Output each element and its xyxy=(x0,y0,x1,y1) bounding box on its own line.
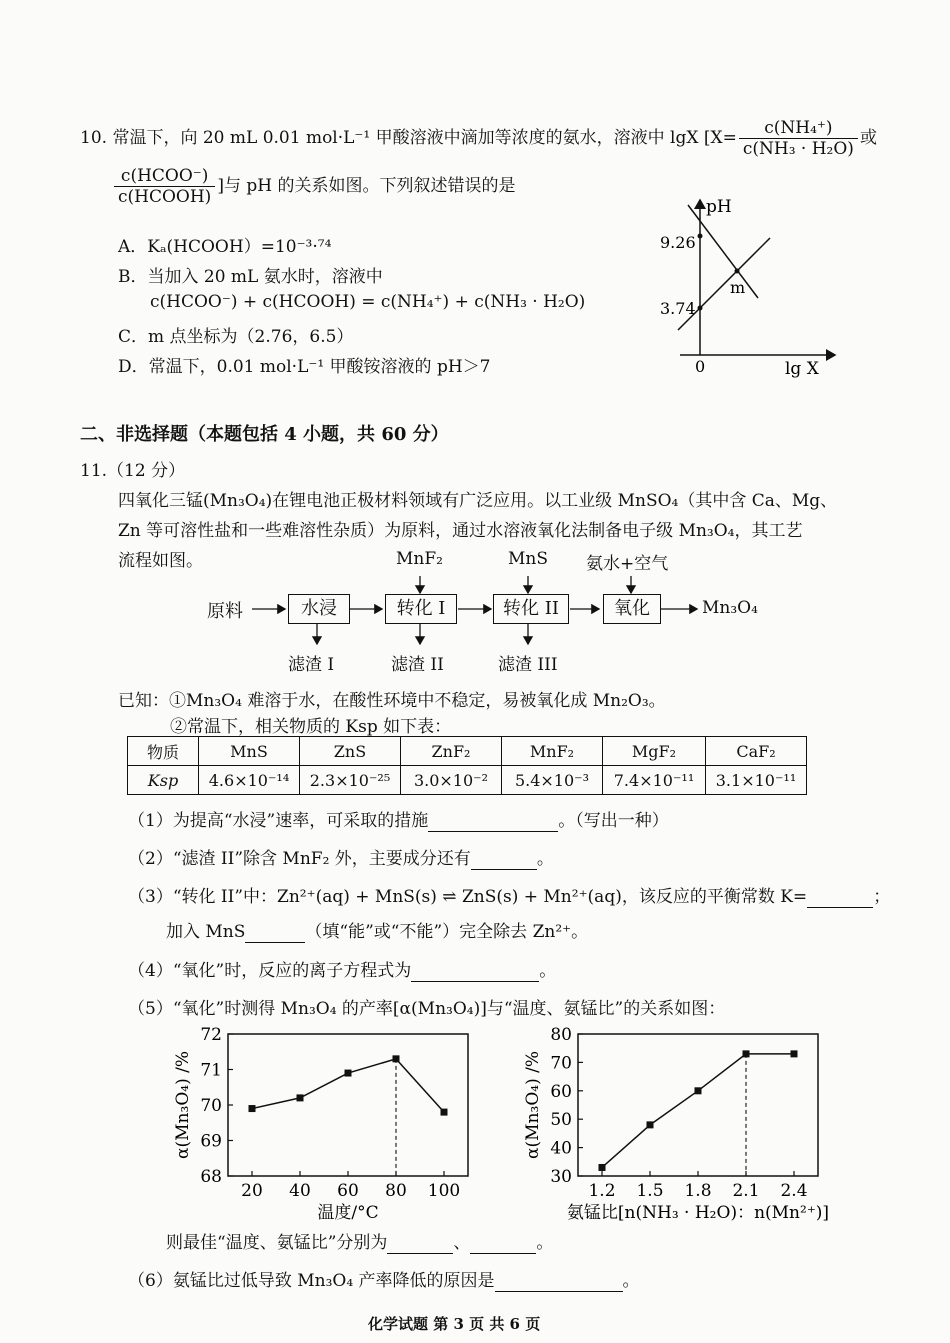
ksp-table xyxy=(127,736,807,795)
x-tick-label: 40 xyxy=(289,1181,311,1201)
series-line xyxy=(252,1059,444,1112)
y-tick-label: 50 xyxy=(550,1110,572,1131)
data-point xyxy=(791,1050,798,1057)
point-374 xyxy=(698,306,703,311)
frac-numerator: c(HCOO⁻) xyxy=(114,166,215,187)
q10-option-a: A．Kₐ(HCOOH）=10⁻³·⁷⁴ xyxy=(118,237,332,257)
y-tick-label: 71 xyxy=(200,1060,222,1081)
x-tick-label: 1.2 xyxy=(588,1181,616,1201)
x-axis-label: lg X xyxy=(785,359,819,379)
x-tick-label: 80 xyxy=(385,1181,407,1201)
answer-blank[interactable] xyxy=(245,922,305,943)
point-m xyxy=(735,269,740,274)
y-tick-label: 70 xyxy=(200,1096,222,1116)
table-cell: 3.0×10⁻² xyxy=(401,766,502,795)
x-tick-label: 60 xyxy=(337,1181,359,1201)
q11-known-2: ②常温下，相关物质的 Ksp 如下表： xyxy=(170,717,452,737)
flow-input-mns: MnS xyxy=(508,549,549,569)
frac-denominator: c(HCOOH) xyxy=(118,187,212,207)
q11-intro-2: Zn 等可溶性盐和一些难溶性杂质）为原料，通过水溶液氧化法制备电子级 Mn₃O₄，其工艺 xyxy=(118,521,803,541)
y-tick-label: 40 xyxy=(550,1138,572,1159)
point-m-label: m xyxy=(730,278,746,297)
x-tick-label: 100 xyxy=(427,1181,461,1201)
table-cell: 物质 xyxy=(128,737,199,766)
point-926 xyxy=(698,234,703,239)
table-cell: 5.4×10⁻³ xyxy=(502,766,603,795)
q11-part-6 xyxy=(128,1266,640,1292)
data-point xyxy=(743,1050,750,1057)
table-row xyxy=(128,737,807,766)
table-row xyxy=(128,766,807,795)
q11-part-1 xyxy=(128,806,669,832)
q10-text-2: ]与 pH 的关系如图。下列叙述错误的是 xyxy=(217,176,516,196)
flow-step-water-leach: 水浸 xyxy=(288,594,350,624)
q11-part-2 xyxy=(128,844,554,870)
q11-part-5: （5）“氧化”时测得 Mn₃O₄ 的产率[α(Mn₃O₄)]与“温度、氨锰比”的关系如图： xyxy=(128,999,726,1019)
part-text: 。 xyxy=(622,1271,640,1291)
q10-option-d: D．常温下，0.01 mol·L⁻¹ 甲酸铵溶液的 pH＞7 xyxy=(118,357,491,377)
table-cell: ZnS xyxy=(300,737,401,766)
part-text: 则最佳“温度、氨锰比”分别为 xyxy=(166,1233,388,1253)
answer-blank[interactable] xyxy=(428,811,558,832)
y-tick-label: 30 xyxy=(550,1167,572,1187)
chart-temperature xyxy=(160,1022,490,1222)
part-text: （1）为提高“水浸”速率，可采取的措施 xyxy=(128,811,429,831)
answer-blank[interactable] xyxy=(470,1233,536,1254)
part-text: （3）“转化 II”中：Zn²⁺(aq) + MnS(s) ⇌ ZnS(s) + Mn²⁺(aq)，该反应的平衡常数 K= xyxy=(128,887,808,907)
part-text: （6）氨锰比过低导致 Mn₃O₄ 产率降低的原因是 xyxy=(128,1271,495,1291)
answer-blank[interactable] xyxy=(495,1271,623,1292)
series-line xyxy=(602,1054,794,1168)
part-text: 。 xyxy=(536,849,554,869)
q10-option-c: C．m 点坐标为（2.76，6.5） xyxy=(118,327,354,347)
q11-part-4 xyxy=(128,956,556,982)
q11-part-5-answer xyxy=(166,1228,553,1254)
x-axis-label: 氨锰比[n(NH₃ · H₂O)：n(Mn²⁺)] xyxy=(566,1203,830,1222)
flow-input-ammonia-air: 氨水+空气 xyxy=(586,554,669,574)
flow-product: Mn₃O₄ xyxy=(702,598,758,618)
table-cell: 7.4×10⁻¹¹ xyxy=(603,766,706,795)
q10-fraction-hcoo xyxy=(114,166,215,207)
answer-blank[interactable] xyxy=(411,961,539,982)
plot-frame xyxy=(578,1034,818,1176)
data-point xyxy=(345,1070,352,1077)
x-tick-label: 1.8 xyxy=(684,1181,712,1201)
x-tick-label: 20 xyxy=(241,1181,263,1201)
part-text: 。 xyxy=(536,1233,554,1253)
part-text: ； xyxy=(873,887,891,907)
table-cell: 2.3×10⁻²⁵ xyxy=(300,766,401,795)
y-tick-label: 69 xyxy=(200,1131,222,1152)
part-text: （2）“滤渣 II”除含 MnF₂ 外，主要成分还有 xyxy=(128,849,471,869)
data-point xyxy=(441,1109,448,1116)
y-tick-label: 70 xyxy=(550,1053,572,1074)
y-axis-label: pH xyxy=(706,197,732,217)
q10-or: 或 xyxy=(859,128,877,148)
flow-step-conversion-1: 转化 I xyxy=(385,594,457,624)
q11-header: 11.（12 分） xyxy=(80,461,186,481)
data-point xyxy=(647,1121,654,1128)
q11-intro-1: 四氧化三锰(Mn₃O₄)在锂电池正极材料领域有广泛应用。以工业级 MnSO₄（其中含 Ca、Mg、 xyxy=(118,491,838,511)
y-axis-label: α(Mn₃O₄) /% xyxy=(173,1051,193,1159)
data-point xyxy=(599,1164,606,1171)
flow-step-conversion-2: 转化 II xyxy=(493,594,569,624)
data-point xyxy=(695,1087,702,1094)
part-text: （4）“氧化”时，反应的离子方程式为 xyxy=(128,961,412,981)
flow-input-mnf2: MnF₂ xyxy=(396,549,443,569)
q10-ph-graph xyxy=(650,190,850,380)
q11-part-3b xyxy=(166,917,588,943)
q10-option-b-formula: c(HCOO⁻) + c(HCOOH) = c(NH₄⁺) + c(NH₃ · H₂O) xyxy=(150,292,586,312)
y-tick-label: 60 xyxy=(550,1081,572,1102)
table-cell: MnF₂ xyxy=(502,737,603,766)
flow-residue-3: 滤渣 III xyxy=(498,655,558,675)
part-text: （填“能”或“不能”）完全除去 Zn²⁺。 xyxy=(305,922,589,942)
y-axis-label: α(Mn₃O₄) /% xyxy=(523,1051,543,1159)
part-text: 加入 MnS xyxy=(166,922,246,942)
q10-stem-line2 xyxy=(112,166,515,207)
answer-blank[interactable] xyxy=(387,1233,453,1254)
section-title: 二、非选择题（本题包括 4 小题，共 60 分） xyxy=(80,424,449,445)
flow-raw-material: 原料 xyxy=(207,601,243,622)
origin-label: 0 xyxy=(695,357,706,376)
y-tick-label: 80 xyxy=(550,1025,572,1045)
chart-ammonia-ratio xyxy=(510,1022,840,1222)
q10-fraction-nh4 xyxy=(739,118,858,159)
y-tick-label: 68 xyxy=(200,1167,222,1187)
data-point xyxy=(393,1055,400,1062)
q10-text-1: 10. 常温下，向 20 mL 0.01 mol·L⁻¹ 甲酸溶液中滴加等浓度的氨水，溶液中 lgX [X= xyxy=(80,128,737,148)
part-text: 。 xyxy=(539,961,557,981)
flow-residue-2: 滤渣 II xyxy=(391,655,444,675)
q11-intro-3: 流程如图。 xyxy=(118,551,203,571)
q11-part-3 xyxy=(128,882,890,908)
table-cell: Ksp xyxy=(128,766,199,795)
y-tick-926: 9.26 xyxy=(660,233,696,252)
table-cell: CaF₂ xyxy=(706,737,807,766)
y-tick-374: 3.74 xyxy=(660,299,696,318)
q10-option-b: B．当加入 20 mL 氨水时，溶液中 xyxy=(118,267,383,287)
q11-known-1: 已知：①Mn₃O₄ 难溶于水，在酸性环境中不稳定，易被氧化成 Mn₂O₃。 xyxy=(118,691,666,711)
table-cell: MgF₂ xyxy=(603,737,706,766)
table-cell: ZnF₂ xyxy=(401,737,502,766)
part-text: 、 xyxy=(453,1233,471,1253)
x-tick-label: 2.4 xyxy=(780,1181,808,1201)
x-tick-label: 1.5 xyxy=(636,1181,664,1201)
flow-step-oxidation: 氧化 xyxy=(603,594,661,624)
plot-frame xyxy=(228,1034,468,1176)
part-text: 。（写出一种） xyxy=(558,811,669,831)
table-cell: 4.6×10⁻¹⁴ xyxy=(199,766,300,795)
data-point xyxy=(249,1105,256,1112)
x-tick-label: 2.1 xyxy=(732,1181,760,1201)
table-cell: MnS xyxy=(199,737,300,766)
data-point xyxy=(297,1094,304,1101)
table-cell: 3.1×10⁻¹¹ xyxy=(706,766,807,795)
flow-residue-1: 滤渣 I xyxy=(288,655,335,675)
frac-numerator: c(NH₄⁺) xyxy=(739,118,858,139)
page-footer: 化学试题 第 3 页 共 6 页 xyxy=(368,1315,541,1333)
q10-stem-line1 xyxy=(80,118,877,159)
answer-blank[interactable] xyxy=(807,887,873,908)
y-tick-label: 72 xyxy=(200,1025,222,1045)
x-axis-label: 温度/°C xyxy=(317,1203,379,1222)
frac-denominator: c(NH₃ · H₂O) xyxy=(742,139,854,159)
answer-blank[interactable] xyxy=(471,849,537,870)
